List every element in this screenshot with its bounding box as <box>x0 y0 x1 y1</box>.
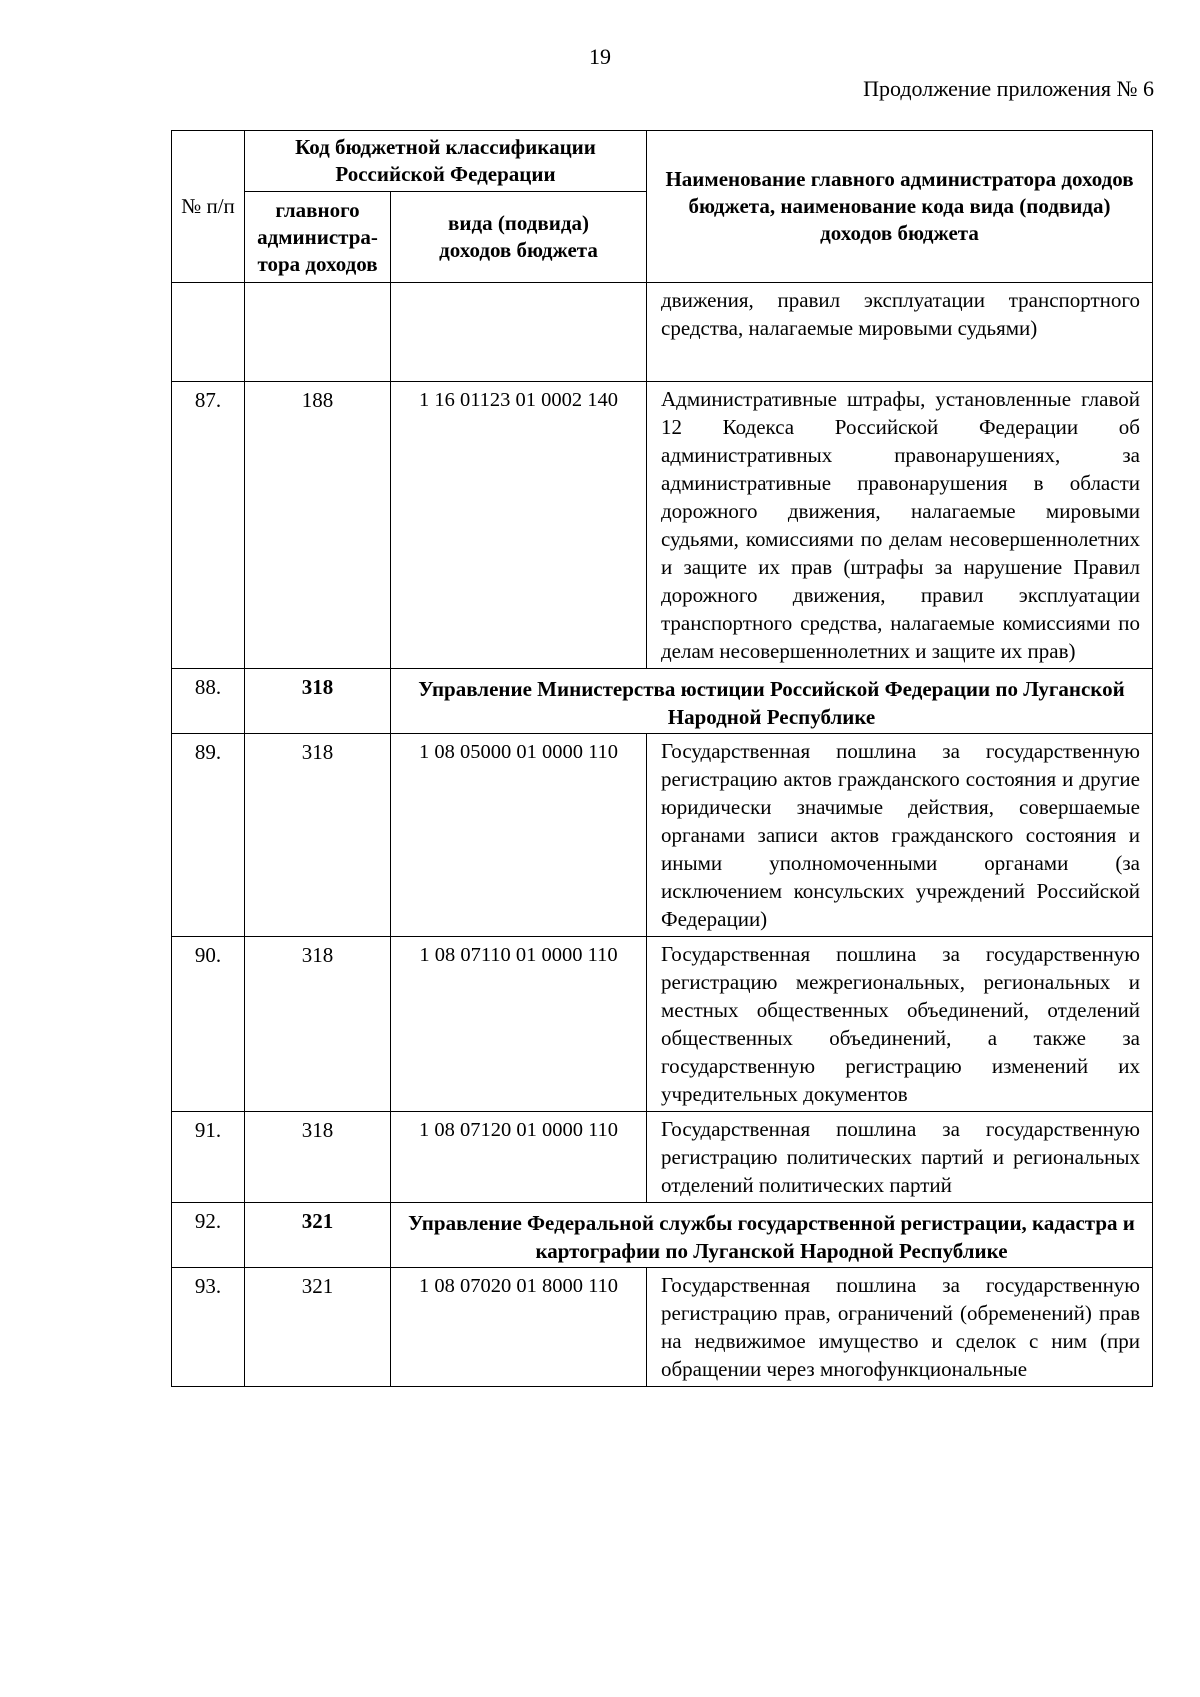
table-row <box>172 1268 1153 1387</box>
appendix-continuation-label: Продолжение приложения № 6 <box>863 76 1154 101</box>
section-heading: Управление Министерства юстиции Российской Федерации по Луганской Народной Республике <box>391 669 1153 734</box>
cell-admin: 318 <box>245 1112 391 1203</box>
cell-code: 1 08 07110 01 0000 110 <box>391 937 647 1112</box>
cell-description: Государственная пошлина за государственную регистрацию актов гражданского состояния и другие юридически значимые действия, совершаемые органами записи актов гражданского состояния и иными уполномоченными органами (за исключением консульских учреждений Российской Федерации) <box>647 734 1153 937</box>
header-code-group: Код бюджетной классификации Российской Федерации <box>245 131 647 192</box>
cell-num: 93. <box>172 1268 245 1387</box>
header-admin-code: главного администра-тора доходов <box>245 192 391 283</box>
cell-admin: 318 <box>245 669 391 734</box>
cell-num: 92. <box>172 1203 245 1268</box>
cell-description: движения, правил эксплуатации транспортного средства, налагаемые мировыми судьями) <box>647 283 1153 382</box>
section-heading: Управление Федеральной службы государственной регистрации, кадастра и картографии по Луганской Народной Республике <box>391 1203 1153 1268</box>
cell-code: 1 08 07020 01 8000 110 <box>391 1268 647 1387</box>
cell-admin <box>245 283 391 382</box>
cell-num: 89. <box>172 734 245 937</box>
table-row-section <box>172 669 1153 734</box>
cell-num: 91. <box>172 1112 245 1203</box>
header-name: Наименование главного администратора доходов бюджета, наименование кода вида (подвида) доходов бюджета <box>647 131 1153 283</box>
cell-admin: 318 <box>245 734 391 937</box>
cell-num: 87. <box>172 382 245 669</box>
cell-num: 88. <box>172 669 245 734</box>
cell-admin: 318 <box>245 937 391 1112</box>
cell-code: 1 16 01123 01 0002 140 <box>391 382 647 669</box>
cell-description: Государственная пошлина за государственную регистрацию прав, ограничений (обременений) прав на недвижимое имущество и сделок с ним (при обращении через многофункциональные <box>647 1268 1153 1387</box>
page-number: 19 <box>589 44 611 69</box>
cell-num <box>172 283 245 382</box>
table-row <box>172 1112 1153 1203</box>
table-row <box>172 937 1153 1112</box>
table-row <box>172 382 1153 669</box>
cell-admin: 321 <box>245 1268 391 1387</box>
cell-description: Государственная пошлина за государственную регистрацию межрегиональных, региональных и местных общественных объединений, отделений общественных объединений, а также за государственную регистрацию изменений их учредительных документов <box>647 937 1153 1112</box>
budget-classification-table <box>171 130 1153 1387</box>
cell-admin: 188 <box>245 382 391 669</box>
cell-num: 90. <box>172 937 245 1112</box>
cell-admin: 321 <box>245 1203 391 1268</box>
cell-description: Государственная пошлина за государственную регистрацию политических партий и региональных отделений политических партий <box>647 1112 1153 1203</box>
cell-code: 1 08 07120 01 0000 110 <box>391 1112 647 1203</box>
table-row <box>172 283 1153 382</box>
table-header <box>172 131 1153 283</box>
cell-code: 1 08 05000 01 0000 110 <box>391 734 647 937</box>
header-kind-code: вида (подвида) доходов бюджета <box>391 192 647 283</box>
header-number: № п/п <box>172 131 245 283</box>
table-row <box>172 734 1153 937</box>
table-row-section <box>172 1203 1153 1268</box>
cell-description: Административные штрафы, установленные главой 12 Кодекса Российской Федерации об административных правонарушениях, за административные правонарушения в области дорожного движения, налагаемые мировыми судьями, комиссиями по делам несовершеннолетних и защите их прав (штрафы за нарушение Правил дорожного движения, правил эксплуатации транспортного средства, налагаемые комиссиями по делам несовершеннолетних и защите их прав) <box>647 382 1153 669</box>
cell-code <box>391 283 647 382</box>
